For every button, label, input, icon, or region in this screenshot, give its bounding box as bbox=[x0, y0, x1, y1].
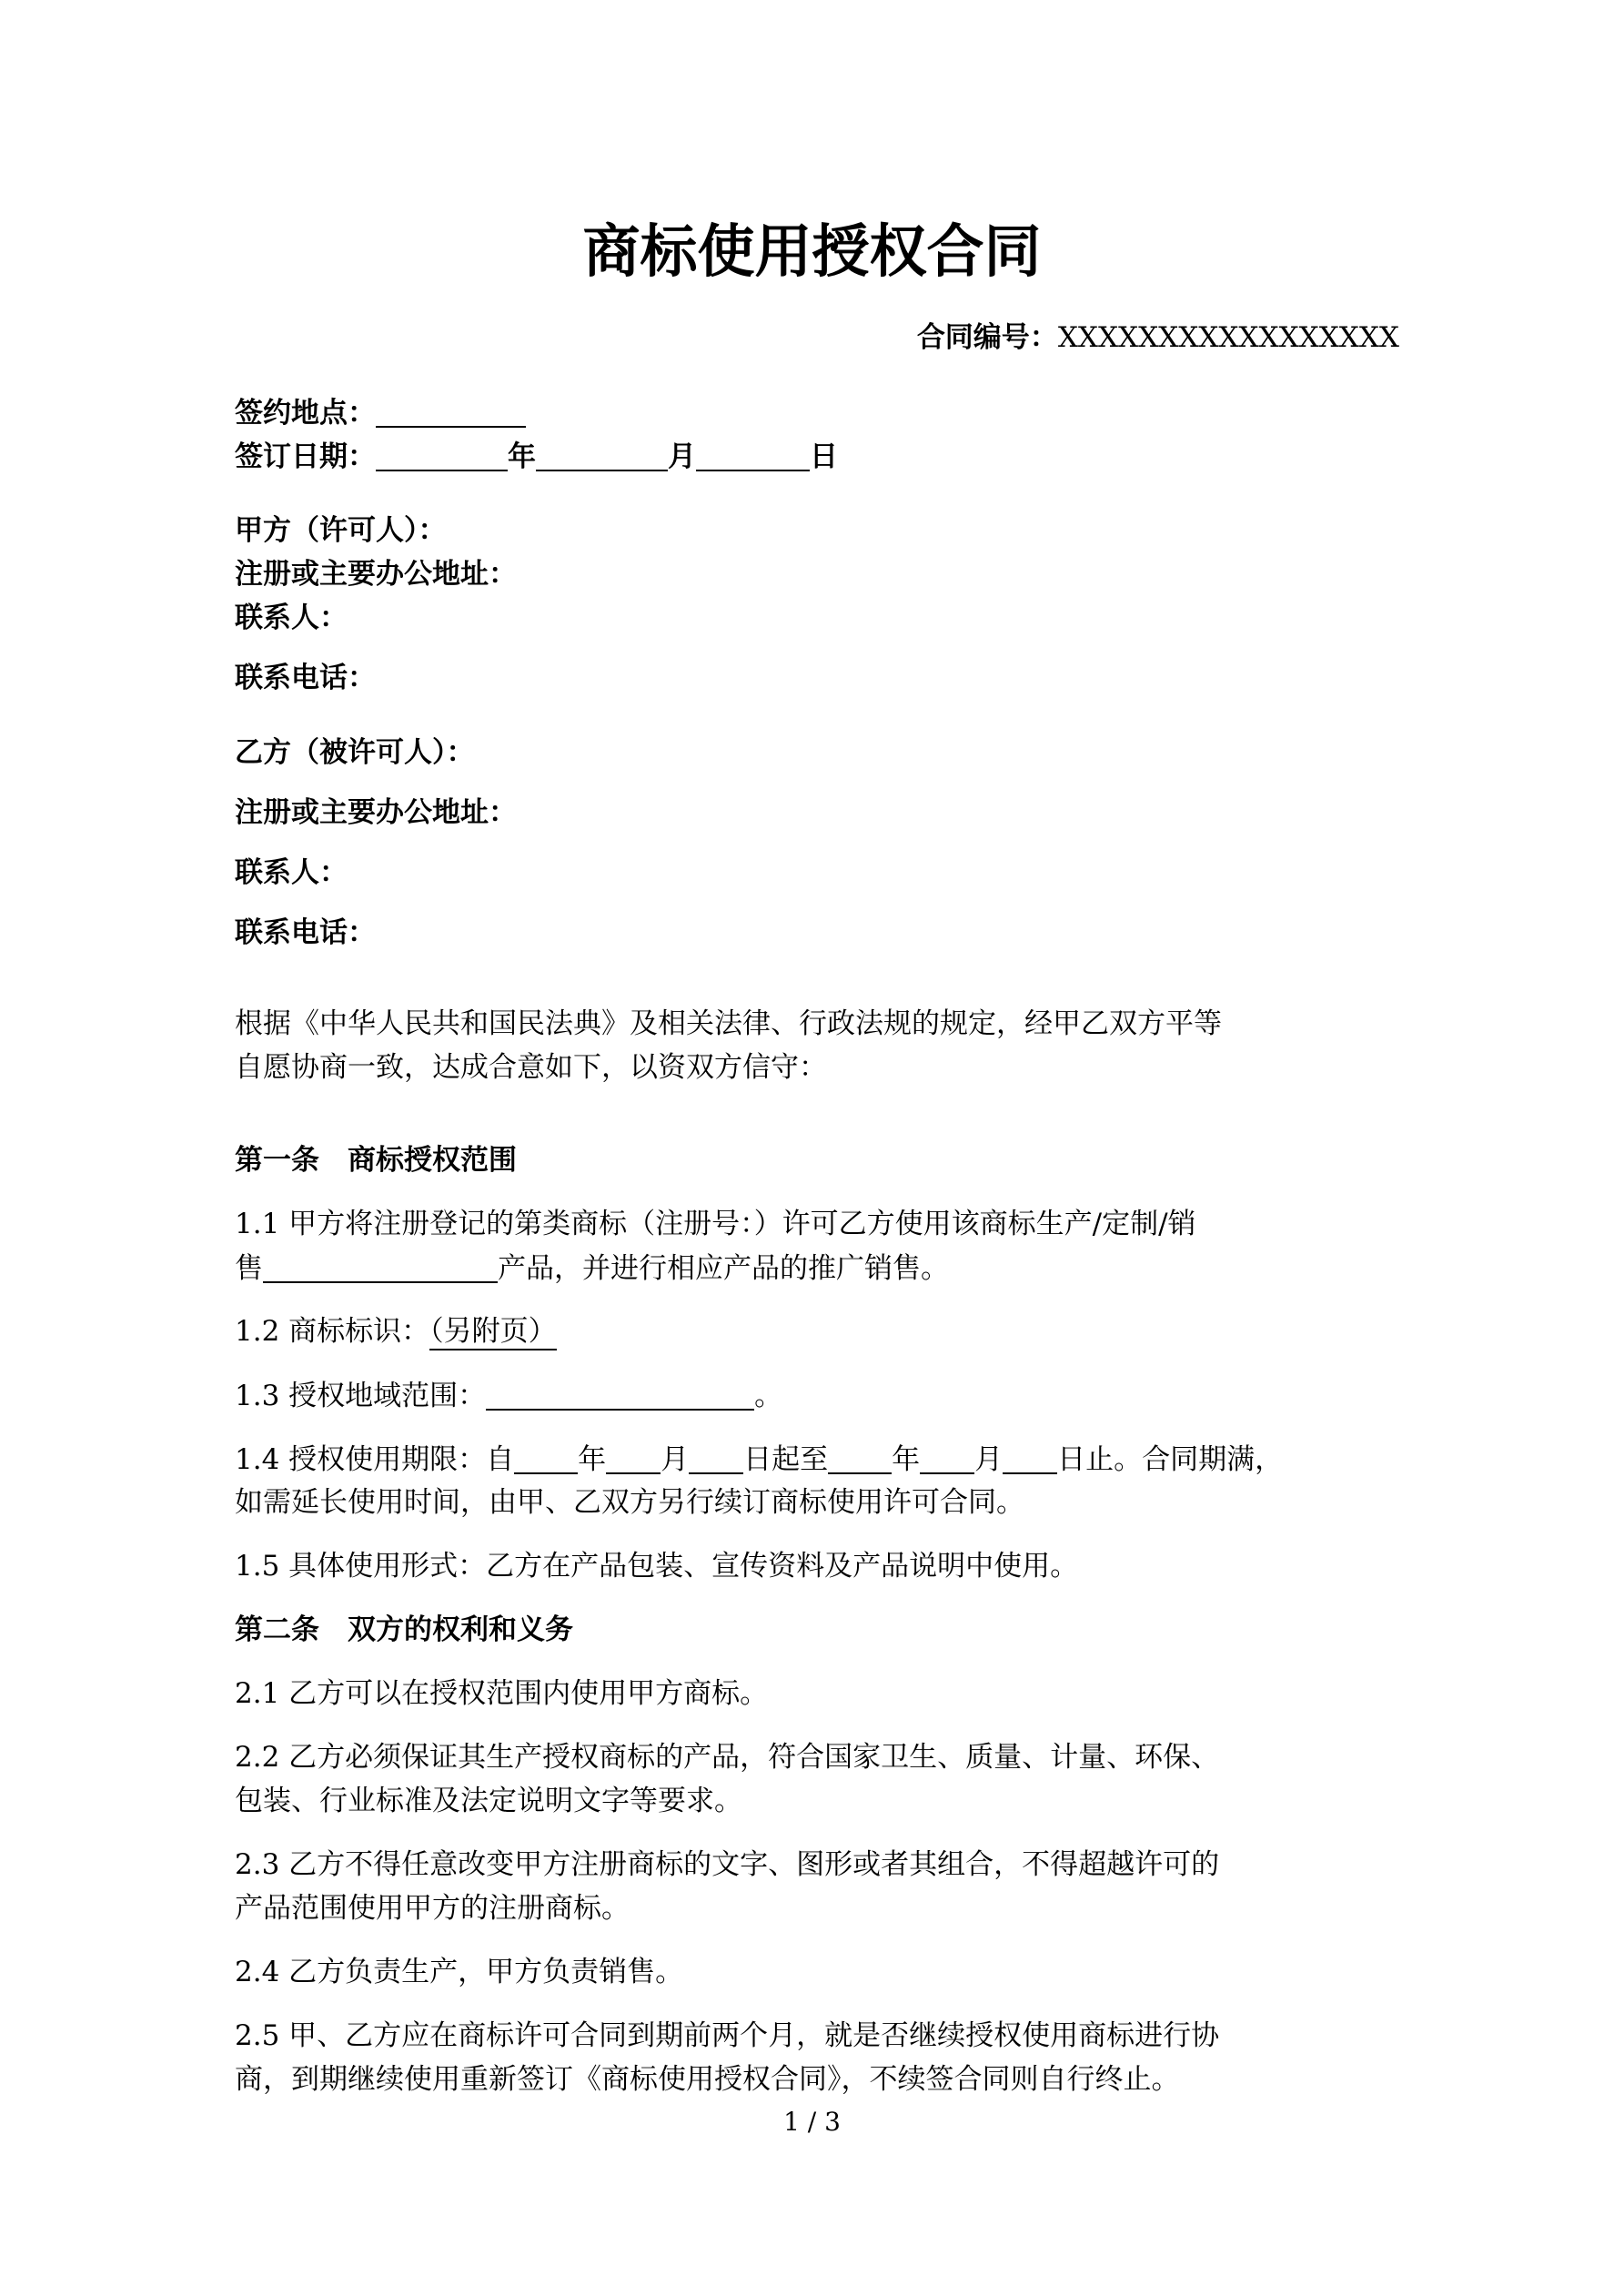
end-month-label: 月 bbox=[974, 1443, 1004, 1476]
sign-place-label: 签约地点： bbox=[235, 397, 376, 430]
sign-date-day-blank bbox=[696, 442, 810, 471]
clause-2-3-line-1: 2.3 乙方不得任意改变甲方注册商标的文字、图形或者其组合，不得超越许可的 bbox=[235, 1848, 1220, 1881]
end-month-blank bbox=[920, 1445, 974, 1474]
sign-date-day-label: 日 bbox=[810, 440, 838, 473]
party-b-contact: 联系人： bbox=[235, 856, 348, 889]
page-number: 1 / 3 bbox=[783, 2107, 841, 2137]
clause-1-4-label: 1.4 授权使用期限：自 bbox=[235, 1443, 515, 1476]
party-a-contact: 联系人： bbox=[235, 602, 348, 634]
clause-1-3-end: 。 bbox=[754, 1380, 783, 1412]
end-day-label: 日止。合同期满， bbox=[1057, 1443, 1284, 1476]
sign-date-year-blank bbox=[376, 442, 508, 471]
start-year-blank bbox=[514, 1445, 578, 1474]
clause-1-1-text-b: 产品，并进行相应产品的推广销售。 bbox=[498, 1252, 949, 1285]
sign-date-month-blank bbox=[536, 442, 668, 471]
clause-2-3-line-2: 产品范围使用甲方的注册商标。 bbox=[235, 1892, 630, 1925]
clause-2-5-line-2: 商，到期继续使用重新签订《商标使用授权合同》，不续签合同则自行终止。 bbox=[235, 2063, 1180, 2096]
clause-2-2-line-2: 包装、行业标准及法定说明文字等要求。 bbox=[235, 1785, 742, 1817]
sign-date-label: 签订日期： bbox=[235, 440, 376, 473]
party-b-phone: 联系电话： bbox=[235, 916, 376, 949]
contract-number bbox=[916, 321, 1399, 354]
party-a-phone: 联系电话： bbox=[235, 662, 376, 694]
end-year-blank bbox=[828, 1445, 892, 1474]
party-b-address: 注册或主要办公地址： bbox=[235, 796, 517, 829]
end-day-blank bbox=[1003, 1445, 1057, 1474]
clause-1-2-label: 1.2 商标标识： bbox=[235, 1315, 430, 1348]
sign-place bbox=[235, 399, 526, 428]
start-month-blank bbox=[606, 1445, 661, 1474]
party-b-title: 乙方（被许可人）： bbox=[235, 736, 475, 769]
trademark-attachment-note: （另附页） bbox=[429, 1315, 557, 1350]
page-title: 商标使用授权合同 bbox=[582, 218, 1042, 285]
clause-2-2-line-1: 2.2 乙方必须保证其生产授权商标的产品，符合国家卫生、质量、计量、环保、 bbox=[235, 1741, 1220, 1774]
contract-number-value: XXXXXXXXXXXXXXXXX bbox=[1057, 321, 1399, 354]
clause-1-4-line-2: 如需延长使用时间，由甲、乙双方另行续订商标使用许可合同。 bbox=[235, 1486, 1024, 1519]
sign-date bbox=[235, 442, 838, 471]
sign-place-blank bbox=[376, 399, 526, 428]
clause-1-3 bbox=[235, 1381, 782, 1411]
preamble-line-2: 自愿协商一致，达成合意如下，以资双方信守： bbox=[235, 1051, 827, 1084]
clause-1-3-label: 1.3 授权地域范围： bbox=[235, 1380, 487, 1412]
article-1-heading: 第一条 商标授权范围 bbox=[235, 1144, 517, 1177]
sign-date-month-label: 月 bbox=[668, 440, 696, 473]
clause-1-5: 1.5 具体使用形式：乙方在产品包装、宣传资料及产品说明中使用。 bbox=[235, 1550, 1079, 1583]
preamble-line-1: 根据《中华人民共和国民法典》及相关法律、行政法规的规定，经甲乙双方平等 bbox=[235, 1007, 1222, 1040]
region-blank bbox=[486, 1381, 754, 1411]
party-a-address: 注册或主要办公地址： bbox=[235, 558, 517, 591]
article-2-heading: 第二条 双方的权利和义务 bbox=[235, 1613, 573, 1646]
clause-1-4-line-1 bbox=[235, 1445, 1283, 1474]
clause-2-1: 2.1 乙方可以在授权范围内使用甲方商标。 bbox=[235, 1677, 769, 1710]
clause-1-1-text-a: 售 bbox=[235, 1252, 263, 1285]
end-year-label: 年 bbox=[892, 1443, 921, 1476]
clause-2-4: 2.4 乙方负责生产，甲方负责销售。 bbox=[235, 1956, 684, 1988]
sign-date-year-label: 年 bbox=[508, 440, 536, 473]
product-blank bbox=[263, 1254, 498, 1283]
clause-1-1-line-2 bbox=[235, 1254, 949, 1283]
clause-1-2 bbox=[235, 1315, 557, 1348]
clause-1-1-line-1: 1.1 甲方将注册登记的第类商标（注册号：）许可乙方使用该商标生产/定制/销 bbox=[235, 1208, 1196, 1240]
party-a-title: 甲方（许可人）： bbox=[235, 514, 447, 547]
start-day-blank bbox=[689, 1445, 743, 1474]
start-year-label: 年 bbox=[578, 1443, 607, 1476]
start-month-label: 月 bbox=[661, 1443, 690, 1476]
start-day-label: 日起至 bbox=[743, 1443, 829, 1476]
clause-2-5-line-1: 2.5 甲、乙方应在商标许可合同到期前两个月，就是否继续授权使用商标进行协 bbox=[235, 2019, 1220, 2052]
contract-number-label: 合同编号： bbox=[916, 321, 1058, 354]
